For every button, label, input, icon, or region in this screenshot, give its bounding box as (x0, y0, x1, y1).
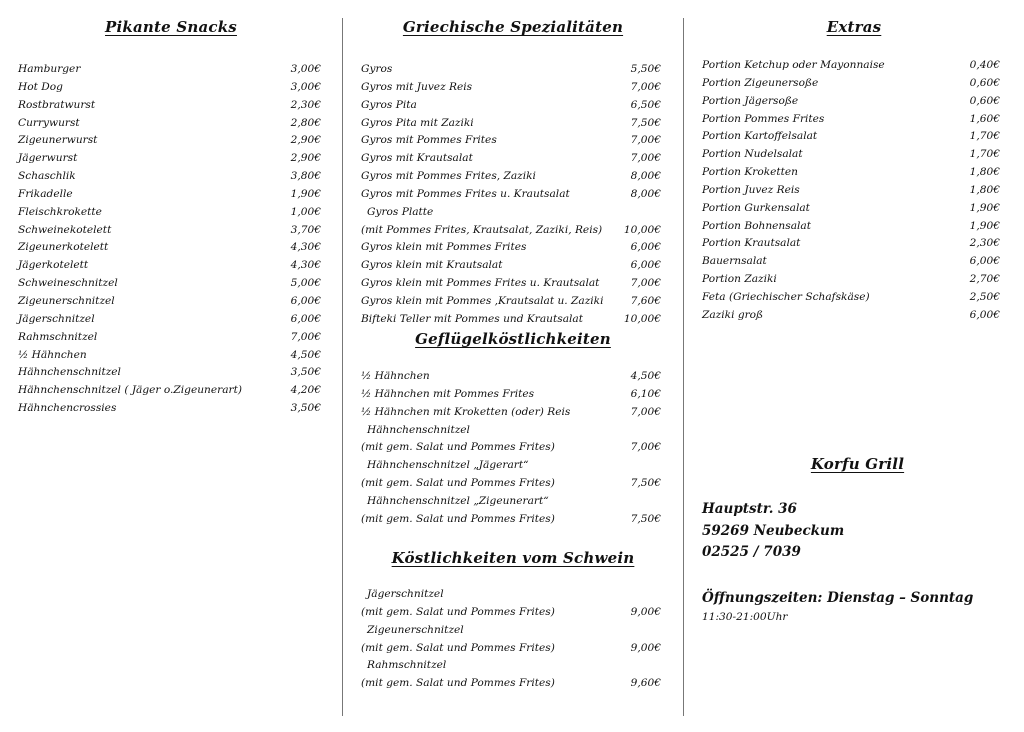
menu-item-price: 9,00€ (630, 605, 661, 618)
menu-item-name: Gyros klein mit Pommes Frites (361, 241, 527, 254)
menu-item-name: (mit Pommes Frites, Krautsalat, Zaziki, Reis) (361, 223, 603, 236)
pork-list (361, 586, 661, 693)
menu-item-name: Currywurst (18, 116, 80, 129)
menu-item (18, 257, 321, 275)
menu-item-name: Portion Kroketten (702, 166, 799, 179)
menu-item (18, 329, 321, 347)
menu-item-price: 6,00€ (969, 308, 1000, 321)
menu-item-name: (mit gem. Salat und Pommes Frites) (361, 477, 555, 490)
menu-item-name: Portion Nudelsalat (702, 148, 803, 161)
menu-item (361, 422, 661, 440)
extras-heading: Extras (826, 18, 882, 36)
menu-item (361, 368, 661, 386)
menu-item (702, 307, 1000, 325)
menu-item-price: 9,60€ (630, 677, 661, 690)
menu-item-price: 0,60€ (969, 94, 1000, 107)
menu-item (361, 186, 661, 204)
menu-item (18, 61, 321, 79)
pork-heading: Köstlichkeiten vom Schwein (391, 549, 635, 567)
menu-item-price: 1,80€ (969, 166, 1000, 179)
menu-item (361, 586, 661, 604)
menu-item-price: 7,00€ (630, 152, 661, 165)
menu-item-name: (mit gem. Salat und Pommes Frites) (361, 641, 555, 654)
menu-item-name: Gyros (361, 63, 393, 75)
menu-item-price: 9,00€ (630, 641, 661, 654)
menu-item-price: 6,00€ (290, 294, 321, 307)
menu-item-price: 7,00€ (630, 80, 661, 93)
menu-item-name: Rostbratwurst (18, 98, 96, 111)
menu-item-name: Jägerschnitzel (367, 588, 444, 600)
menu-item-price: 8,00€ (630, 187, 661, 200)
menu-item-name: Hamburger (18, 63, 81, 75)
menu-item-name: Gyros Platte (367, 205, 434, 218)
menu-item-name: Bauernsalat (702, 255, 767, 268)
menu-item-name: Hähnchenschnitzel „Jägerart“ (367, 459, 529, 472)
menu-item-price: 4,50€ (630, 370, 661, 382)
menu-item-price: 3,50€ (290, 366, 321, 379)
menu-item (702, 289, 1000, 307)
menu-item-price: 0,40€ (969, 59, 1000, 71)
menu-item (18, 400, 321, 418)
menu-item-name: Portion Pommes Frites (702, 112, 825, 125)
menu-item-name: Portion Jägersoße (702, 94, 799, 107)
menu-item (702, 93, 1000, 111)
menu-item-price: 10,00€ (623, 223, 661, 236)
menu-item-name: (mit gem. Salat und Pommes Frites) (361, 605, 555, 618)
menu-item-name: Rahmschnitzel (18, 330, 98, 343)
opening-hours: 11:30-21:00Uhr (702, 611, 788, 623)
menu-item-name: Zigeunerschnitzel (18, 294, 115, 307)
menu-item-price: 7,00€ (630, 441, 661, 454)
menu-item (18, 293, 321, 311)
menu-item-name: Portion Zigeunersoße (702, 76, 819, 89)
menu-item (361, 386, 661, 404)
menu-item-name: Jägerschnitzel (18, 312, 95, 325)
menu-item (361, 239, 661, 257)
menu-item (18, 186, 321, 204)
menu-item-name: (mit gem. Salat und Pommes Frites) (361, 512, 555, 525)
menu-item-price: 7,00€ (630, 277, 661, 290)
menu-item-name: Zaziki groß (702, 308, 764, 321)
menu-item (361, 404, 661, 422)
menu-item (18, 132, 321, 150)
menu-item-price: 7,50€ (630, 116, 661, 129)
menu-item-name: Fleischkrokette (18, 205, 102, 218)
menu-item-price: 7,50€ (630, 512, 661, 525)
menu-item-name: Portion Krautsalat (702, 237, 801, 250)
snacks-list (18, 61, 321, 418)
menu-item-price: 1,80€ (969, 183, 1000, 196)
menu-item-price: 2,30€ (969, 237, 1000, 250)
menu-item-name: Portion Juvez Reis (702, 183, 800, 196)
menu-item-name: Jägerkotelett (18, 259, 89, 272)
menu-item-name: Hähnchenschnitzel ( Jäger o.Zigeunerart) (18, 384, 242, 397)
menu-item-name: Hähnchencrossies (18, 402, 117, 415)
menu-item-price: 7,00€ (630, 405, 661, 418)
menu-item (361, 511, 661, 529)
menu-item (702, 271, 1000, 289)
menu-item-name: Gyros mit Pommes Frites (361, 134, 497, 147)
menu-item-price: 0,60€ (969, 76, 1000, 89)
menu-item (18, 79, 321, 97)
menu-item-price: 7,50€ (630, 477, 661, 490)
menu-item (361, 622, 661, 640)
menu-item-name: Portion Zaziki (702, 273, 777, 286)
menu-item (361, 293, 661, 311)
poultry-heading: Geflügelköstlichkeiten (415, 330, 611, 348)
menu-item-price: 2,90€ (290, 152, 321, 165)
menu-item-name: Gyros mit Krautsalat (361, 152, 473, 165)
restaurant-city: 59269 Neubeckum (702, 523, 845, 539)
greek-heading: Griechische Spezialitäten (402, 18, 624, 36)
menu-item (361, 132, 661, 150)
menu-item-price: 4,50€ (290, 348, 321, 361)
menu-item-name: Zigeunerwurst (18, 134, 98, 147)
menu-item (18, 239, 321, 257)
menu-item (18, 97, 321, 115)
extras-list (702, 57, 1000, 325)
snacks-heading: Pikante Snacks (105, 18, 237, 36)
menu-item (361, 439, 661, 457)
menu-item (361, 222, 661, 240)
menu-item-price: 1,90€ (290, 187, 321, 200)
menu-item-price: 3,00€ (290, 63, 321, 75)
menu-item (18, 311, 321, 329)
menu-item-name: (mit gem. Salat und Pommes Frites) (361, 441, 555, 454)
menu-item (18, 115, 321, 133)
menu-item (361, 475, 661, 493)
menu-item (702, 200, 1000, 218)
menu-item-price: 6,00€ (969, 255, 1000, 268)
menu-item-price: 1,90€ (969, 219, 1000, 232)
menu-item-price: 6,00€ (290, 312, 321, 325)
menu-item (18, 347, 321, 365)
menu-item-name: (mit gem. Salat und Pommes Frites) (361, 677, 555, 690)
menu-item (702, 146, 1000, 164)
menu-item-name: Gyros klein mit Krautsalat (361, 259, 503, 272)
menu-item-price: 6,00€ (630, 259, 661, 272)
menu-item-price: 10,00€ (623, 312, 661, 325)
menu-item-price: 6,10€ (630, 387, 661, 400)
menu-item-name: Hähnchenschnitzel (18, 366, 121, 379)
menu-item-price: 2,50€ (969, 290, 1000, 303)
menu-item-name: Gyros Pita (361, 98, 417, 111)
menu-item-price: 2,90€ (290, 134, 321, 147)
menu-item-name: Portion Bohnensalat (702, 219, 811, 232)
menu-item (702, 164, 1000, 182)
menu-item-name: ½ Hähnchen (18, 348, 87, 361)
menu-item-name: Portion Gurkensalat (702, 201, 810, 214)
menu-item (18, 222, 321, 240)
restaurant-name: Korfu Grill (810, 455, 905, 473)
menu-item-name: Zigeunerschnitzel (367, 623, 464, 636)
menu-item-price: 6,50€ (630, 98, 661, 111)
menu-item-name: Gyros mit Pommes Frites, Zaziki (361, 170, 536, 183)
menu-item-price: 1,70€ (969, 148, 1000, 161)
menu-item-price: 4,30€ (290, 241, 321, 254)
menu-item-name: Zigeunerkotelett (18, 241, 109, 254)
menu-item (18, 168, 321, 186)
menu-item (361, 675, 661, 693)
menu-item-name: Gyros mit Juvez Reis (361, 80, 473, 93)
menu-item (702, 182, 1000, 200)
menu-item-price: 7,00€ (290, 330, 321, 343)
menu-item-price: 3,80€ (290, 170, 321, 183)
menu-item-name: Rahmschnitzel (367, 659, 447, 672)
menu-item-name: Feta (Griechischer Schafskäse) (702, 290, 870, 303)
menu-item (18, 204, 321, 222)
menu-item-name: Gyros mit Pommes Frites u. Krautsalat (361, 187, 570, 200)
menu-item-name: Hot Dog (18, 80, 63, 93)
menu-item-name: Schweineschnitzel (18, 277, 118, 290)
menu-item (702, 128, 1000, 146)
menu-item (361, 275, 661, 293)
menu-item (18, 150, 321, 168)
menu-item-name: Gyros Pita mit Zaziki (361, 116, 474, 129)
menu-item (361, 311, 661, 329)
menu-item-price: 6,00€ (630, 241, 661, 254)
menu-item-price: 3,50€ (290, 402, 321, 415)
menu-item (361, 604, 661, 622)
menu-item (702, 235, 1000, 253)
menu-item-price: 7,60€ (630, 294, 661, 307)
menu-item-price: 1,60€ (969, 112, 1000, 125)
menu-item (702, 218, 1000, 236)
menu-item-price: 1,90€ (969, 201, 1000, 214)
column-divider (683, 18, 684, 716)
menu-item (18, 382, 321, 400)
menu-item (361, 150, 661, 168)
menu-item-name: Hähnchenschnitzel „Zigeunerart“ (367, 494, 549, 507)
menu-item (361, 457, 661, 475)
menu-item (18, 364, 321, 382)
menu-item (361, 61, 661, 79)
poultry-list (361, 368, 661, 529)
menu-item (361, 115, 661, 133)
menu-item-name: Hähnchenschnitzel (367, 423, 470, 436)
menu-item-name: Jägerwurst (18, 152, 78, 165)
menu-item-price: 1,00€ (290, 205, 321, 218)
menu-item-price: 1,70€ (969, 130, 1000, 143)
menu-item-name: Schaschlik (18, 170, 76, 183)
menu-item (702, 75, 1000, 93)
menu-item-price: 3,70€ (290, 223, 321, 236)
menu-item-name: ½ Hähnchen (361, 370, 430, 382)
menu-item-price: 7,00€ (630, 134, 661, 147)
menu-item-name: ½ Hähnchen mit Kroketten (oder) Reis (361, 405, 571, 418)
menu-item (361, 657, 661, 675)
menu-item-price: 2,70€ (969, 273, 1000, 286)
greek-list (361, 61, 661, 329)
column-divider (342, 18, 343, 716)
restaurant-phone: 02525 / 7039 (702, 544, 801, 560)
menu-item-price: 2,80€ (290, 116, 321, 129)
menu-item-name: Portion Ketchup oder Mayonnaise (702, 59, 885, 71)
menu-item (361, 493, 661, 511)
menu-item (361, 97, 661, 115)
menu-item-price: 3,00€ (290, 80, 321, 93)
menu-item-name: Frikadelle (18, 187, 73, 200)
opening-hours-label: Öffnungszeiten: Dienstag – Sonntag (702, 590, 974, 606)
menu-item-name: Portion Kartoffelsalat (702, 130, 818, 143)
menu-item (361, 257, 661, 275)
menu-item-price: 2,30€ (290, 98, 321, 111)
menu-item-price: 8,00€ (630, 170, 661, 183)
menu-item-price: 5,50€ (630, 63, 661, 75)
menu-item-name: Gyros klein mit Pommes Frites u. Krautsalat (361, 277, 600, 290)
menu-item (702, 111, 1000, 129)
menu-item (361, 79, 661, 97)
menu-item-name: Gyros klein mit Pommes ,Krautsalat u. Zaziki (361, 294, 604, 307)
menu-item (18, 275, 321, 293)
menu-item-name: Schweinekotelett (18, 223, 112, 236)
menu-item (702, 253, 1000, 271)
menu-item-price: 5,00€ (290, 277, 321, 290)
menu-item-price: 4,20€ (290, 384, 321, 397)
restaurant-street: Hauptstr. 36 (702, 501, 797, 517)
menu-item-name: Bifteki Teller mit Pommes und Krautsalat (361, 312, 583, 325)
menu-item (702, 57, 1000, 75)
menu-item (361, 204, 661, 222)
menu-item (361, 640, 661, 658)
menu-item-name: ½ Hähnchen mit Pommes Frites (361, 387, 535, 400)
menu-item-price: 4,30€ (290, 259, 321, 272)
menu-item (361, 168, 661, 186)
